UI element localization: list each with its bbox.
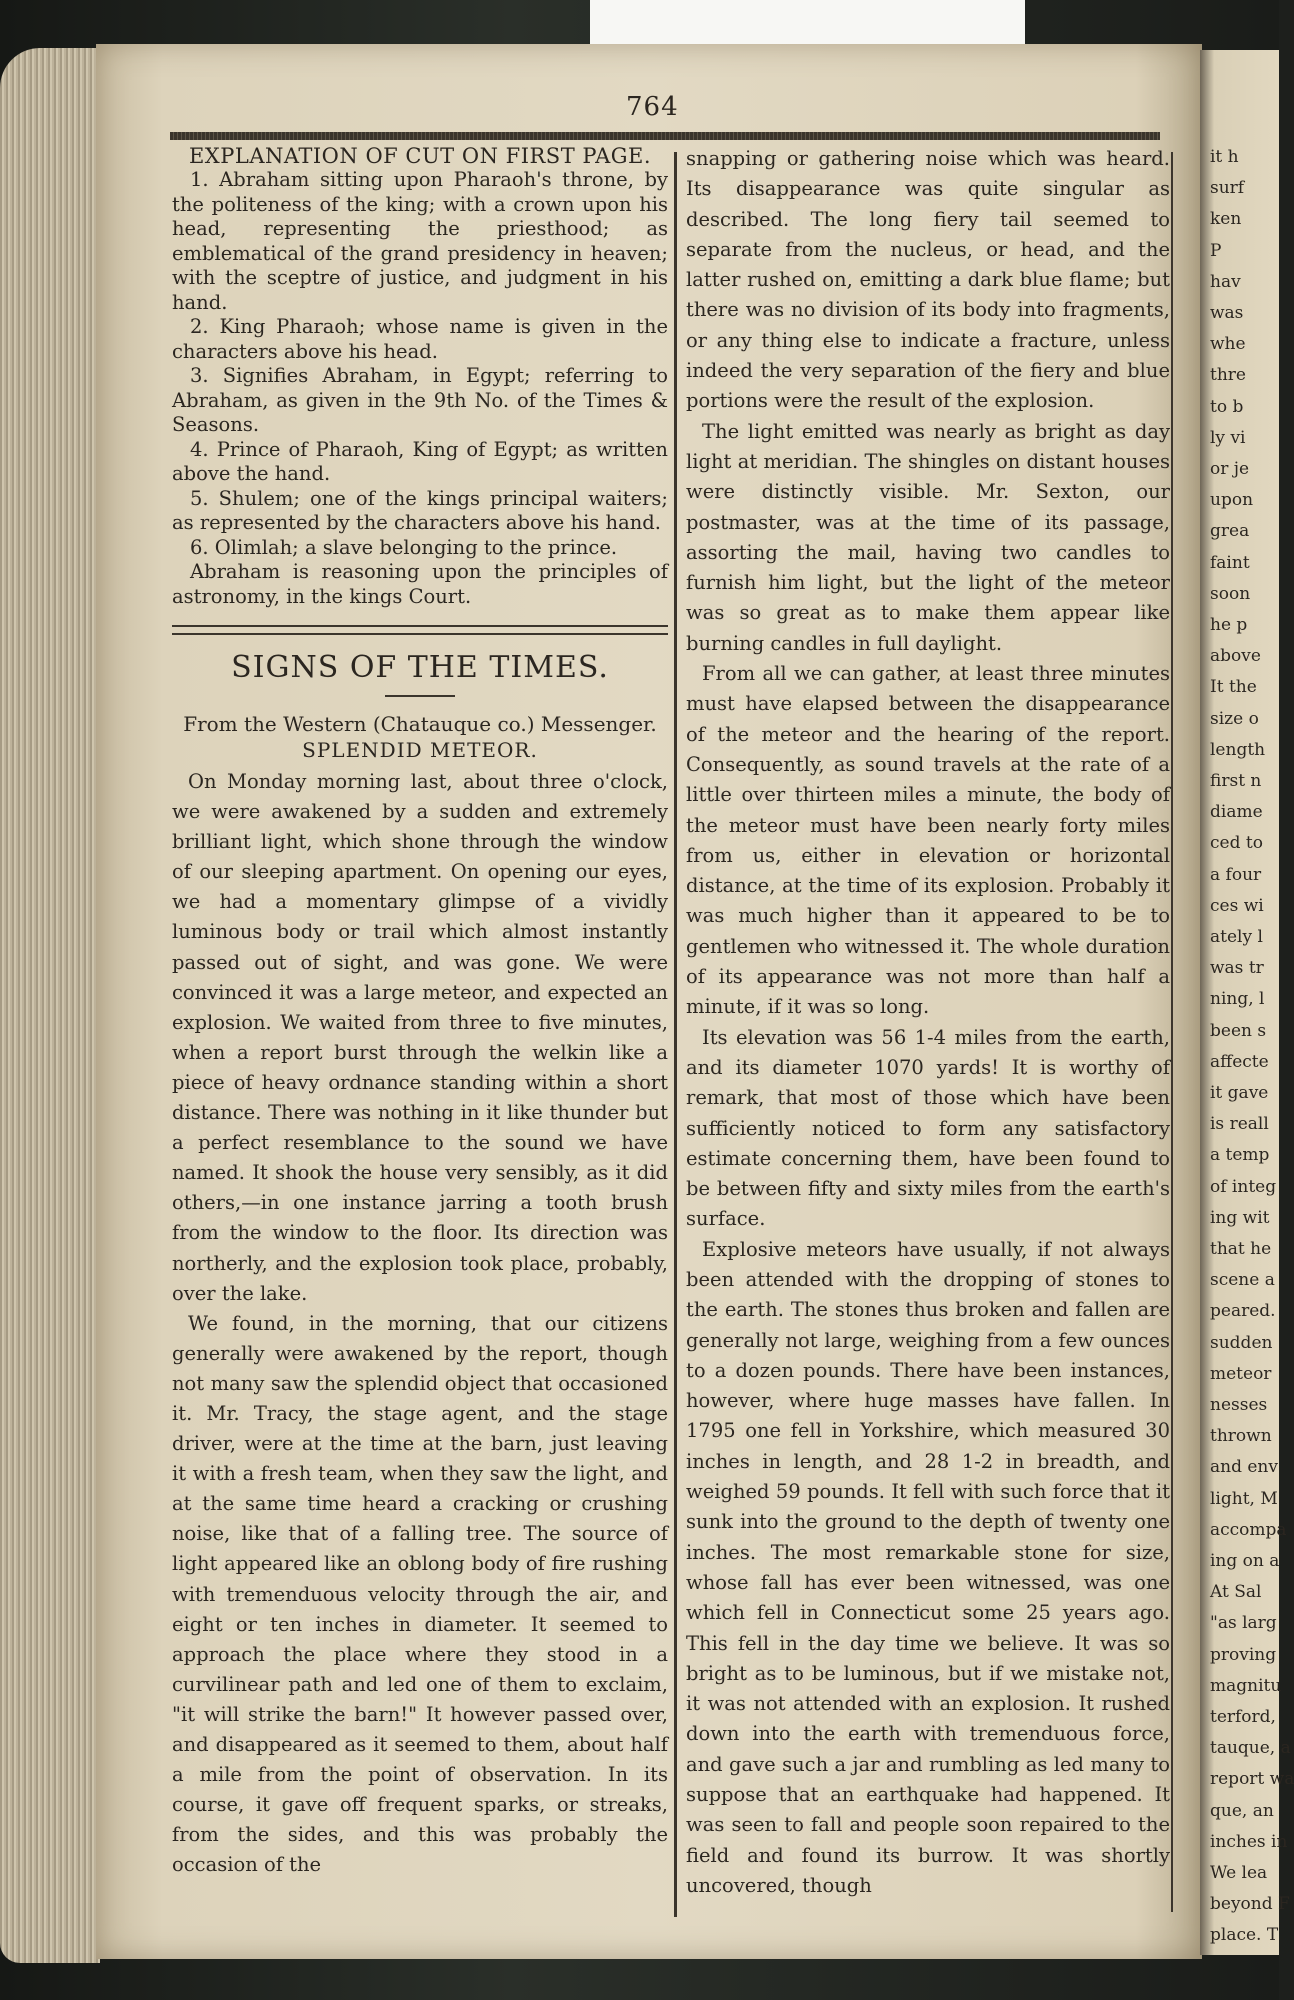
article-source: From the Western (Chatauque co.) Messenger. bbox=[183, 712, 657, 736]
adjacent-page-text: ing wit bbox=[1210, 1207, 1270, 1228]
book-page-edges bbox=[0, 48, 100, 1963]
adjacent-page-text: P bbox=[1210, 240, 1222, 261]
article-paragraph: Its elevation was 56 1-4 miles from the earth, and its diameter 1070 yards! It is worthy of remark, that most of those which have been sufficiently noticed to form any satisfactory estimate concerning them, have been found to be between fifty and sixty miles from the earth's surface. bbox=[686, 1025, 1170, 1231]
adjacent-page-text: thre bbox=[1210, 365, 1246, 386]
explanation-item: Abraham is reasoning upon the principles of astronomy, in the kings Court. bbox=[172, 560, 668, 608]
adjacent-page-text: We lea bbox=[1210, 1863, 1268, 1883]
adjacent-page-text: inches in bbox=[1210, 1831, 1288, 1852]
adjacent-page-text: faint bbox=[1210, 552, 1250, 573]
explanation-item: 5. Shulem; one of the kings principal waiters; as represented by the characters above his hand. bbox=[172, 486, 668, 534]
adjacent-page-text: grea bbox=[1210, 521, 1250, 542]
adjacent-page-text: soon bbox=[1210, 583, 1251, 604]
scan-margin bbox=[590, 0, 1025, 46]
adjacent-page-text: beyond F bbox=[1210, 1894, 1290, 1915]
explanation-item: 2. King Pharaoh; whose name is given in the characters above his head. bbox=[172, 315, 668, 363]
adjacent-page-text: ly vi bbox=[1210, 427, 1246, 448]
column-divider bbox=[674, 152, 677, 1917]
explanation-item: 6. Olimlah; a slave belonging to the prince. bbox=[190, 535, 618, 559]
adjacent-page-text: it gave bbox=[1210, 1083, 1269, 1103]
article-body bbox=[172, 767, 668, 1880]
right-column bbox=[686, 144, 1170, 1901]
adjacent-page-text: At Sal bbox=[1210, 1582, 1262, 1603]
article-paragraph: We found, in the morning, that our citizens generally were awakened by the report, though not many saw the splendid object that occasioned it. Mr. Tracy, the stage agent, and the stage driver, were at the time at the barn, just leaving it with a fresh team, when they saw the light, and at the same time heard a cracking or crushing noise, like that of a falling tree. The source of light appeared like an oblong body of fire rushing with tremenduous velocity through the air, and eight or ten inches in diameter. It seemed to approach the place where they stood in a curvilinear path and led one of them to exclaim, "it will strike the barn!" It however passed over, and disappeared as it seemed to them, about half a mile from the point of observation. In its course, it gave off frequent sparks, or streaks, from the sides, and this was probably the occasion of the bbox=[172, 1311, 668, 1877]
left-column bbox=[172, 144, 668, 1880]
adjacent-page-text: he p bbox=[1210, 615, 1248, 635]
adjacent-page-text: que, an bbox=[1210, 1800, 1274, 1821]
adjacent-page-text: proving bbox=[1210, 1644, 1277, 1665]
adjacent-page-text: peared. bbox=[1210, 1301, 1276, 1322]
adjacent-page-text: was bbox=[1210, 303, 1244, 323]
adjacent-page-text: ning, l bbox=[1210, 989, 1265, 1010]
section-divider bbox=[172, 625, 668, 635]
adjacent-page-text: of integ bbox=[1210, 1176, 1277, 1197]
adjacent-page-text: and env bbox=[1210, 1457, 1278, 1478]
explanation-heading: EXPLANATION OF CUT ON FIRST PAGE. bbox=[188, 144, 652, 168]
adjacent-page-text: to b bbox=[1210, 396, 1244, 417]
adjacent-page bbox=[1200, 50, 1294, 1955]
explanation-item: 3. Signifies Abraham, in Egypt; referring to Abraham, as given in the 9th No. of the Times & Seasons. bbox=[172, 364, 668, 436]
adjacent-page-text: tauque, a bbox=[1210, 1738, 1291, 1759]
adjacent-page-text: light, M bbox=[1210, 1488, 1278, 1509]
adjacent-page-text: first n bbox=[1210, 771, 1262, 791]
adjacent-page-text: upon bbox=[1210, 490, 1254, 511]
adjacent-page-text: scene a bbox=[1210, 1270, 1275, 1291]
header-rule bbox=[170, 132, 1160, 140]
adjacent-page-text: ced to bbox=[1210, 833, 1263, 854]
adjacent-page-text: It the bbox=[1210, 677, 1257, 698]
adjacent-page-text: thrown bbox=[1210, 1426, 1272, 1447]
adjacent-page-text: accompa bbox=[1210, 1519, 1287, 1540]
adjacent-page-text: a temp bbox=[1210, 1145, 1270, 1166]
adjacent-page-text: sudden bbox=[1210, 1332, 1273, 1353]
explanation-item: 4. Prince of Pharaoh, King of Egypt; as written above the hand. bbox=[172, 437, 668, 485]
adjacent-page-text: nesses bbox=[1210, 1395, 1268, 1415]
adjacent-page-text: that he bbox=[1210, 1239, 1272, 1259]
adjacent-page-text: surf bbox=[1210, 178, 1245, 199]
adjacent-page-text: magnitu bbox=[1210, 1675, 1282, 1696]
adjacent-page-text: diame bbox=[1210, 802, 1263, 823]
adjacent-page-text: or je bbox=[1210, 459, 1250, 479]
article-paragraph: snapping or gathering noise which was heard. Its disappearance was quite singular as described. The long fiery tail seemed to separate from the nucleus, or head, and the latter rushed on, emitting a dark blue flame; but there was no division of its body into fragments, or any thing else to indicate a fracture, unless indeed the very separation of the fiery and blue portions were the result of the explosion. bbox=[686, 147, 1170, 413]
explanation-item: 1. Abraham sitting upon Pharaoh's throne, by the politeness of the king; with a crown upon his head, representing the priesthood; as emblematical of the grand presidency in heaven; with the sceptre of justice, and judgment in his hand. bbox=[172, 168, 668, 314]
explanation-list bbox=[172, 168, 668, 609]
adjacent-page-text: "as larg bbox=[1210, 1613, 1277, 1634]
article-paragraph: From all we can gather, at least three minutes must have elapsed between the disappearance of the meteor and the hearing of the report. Consequently, as sound travels at the rate of a little over thirteen miles a minute, the body of the meteor must have been nearly forty miles from us, either in elevation or horizontal distance, at the time of its explosion. Probably it was much higher than it appeared to be to gentlemen who witnessed it. The whole duration of its appearance was not more than half a minute, if it was so long. bbox=[686, 662, 1170, 1019]
adjacent-page-text: ing on a bbox=[1210, 1551, 1280, 1571]
adjacent-page-text: meteor bbox=[1210, 1363, 1272, 1384]
adjacent-page-text: size o bbox=[1210, 708, 1259, 729]
adjacent-page-text: place. T bbox=[1210, 1925, 1279, 1946]
adjacent-page-text: ken bbox=[1210, 209, 1242, 230]
adjacent-page-text: is reall bbox=[1210, 1114, 1269, 1135]
adjacent-page-text: it h bbox=[1210, 147, 1239, 167]
title-rule bbox=[385, 695, 455, 697]
adjacent-page-text: length bbox=[1210, 739, 1266, 760]
article-paragraph: On Monday morning last, about three o'clock, we were awakened by a sudden and extremely brilliant light, which shone through the window of our sleeping apartment. On opening our eyes, we had a momentary glimpse of a vividly luminous body or trail which almost instantly passed out of sight, and was gone. We were convinced it was a large meteor, and expected an explosion. We waited from three to five minutes, when a report burst through the welkin like a piece of heavy ordnance standing within a short distance. There was nothing in it like thunder but a perfect resemblance to the sound we have named. It shook the house very sensibly, as it did others,—in one instance jarring a tooth brush from the window to the floor. Its direction was northerly, and the explosion took place, probably, over the lake. bbox=[172, 770, 668, 1305]
section-title: SIGNS OF THE TIMES. bbox=[231, 650, 609, 685]
adjacent-page-text: a four bbox=[1210, 864, 1262, 885]
article-paragraph: The light emitted was nearly as bright as day light at meridian. The shingles on distant houses were distinctly visible. Mr. Sexton, our postmaster, was at the time of its passage, assorting the mail, having two candles to furnish him light, but the light of the meteor was so great as to make them appear like burning candles in full daylight. bbox=[686, 419, 1170, 655]
adjacent-page-text: report wa bbox=[1210, 1769, 1294, 1790]
adjacent-page-text: whe bbox=[1210, 334, 1246, 355]
adjacent-page-text: was tr bbox=[1210, 958, 1264, 979]
adjacent-page-text: been s bbox=[1210, 1020, 1267, 1041]
adjacent-page-text: ately l bbox=[1210, 927, 1263, 947]
article-title: SPLENDID METEOR. bbox=[302, 738, 538, 762]
column-divider-right bbox=[1171, 152, 1173, 1912]
adjacent-page-text: terford, bbox=[1210, 1707, 1276, 1727]
page-number: 764 bbox=[626, 92, 679, 122]
article-paragraph: Explosive meteors have usually, if not always been attended with the dropping of stones to the earth. The stones thus broken and fallen are generally not large, weighing from a few ounces to a dozen pounds. There have been instances, however, where huge masses have fallen. In 1795 one fell in Yorkshire, which measured 30 inches in length, and 28 1-2 in breadth, and weighed 59 pounds. It fell with such force that it sunk into the ground to the depth of twenty one inches. The most remarkable stone for size, whose fall has ever been witnessed, was one which fell in Connecticut some 25 years ago. This fell in the day time we believe. It was so bright as to be luminous, but if we mistake not, it was not attended with an explosion. It rushed down into the earth with tremenduous force, and gave such a jar and rumbling as led many to suppose that an earthquake had happened. It was seen to fall and people soon repaired to the field and found its burrow. It was shortly uncovered, though bbox=[686, 1237, 1170, 1897]
adjacent-page-text: above bbox=[1210, 646, 1261, 667]
adjacent-page-text: ces wi bbox=[1210, 895, 1264, 916]
adjacent-page-text: hav bbox=[1210, 271, 1241, 292]
adjacent-page-text: affecte bbox=[1210, 1051, 1269, 1072]
